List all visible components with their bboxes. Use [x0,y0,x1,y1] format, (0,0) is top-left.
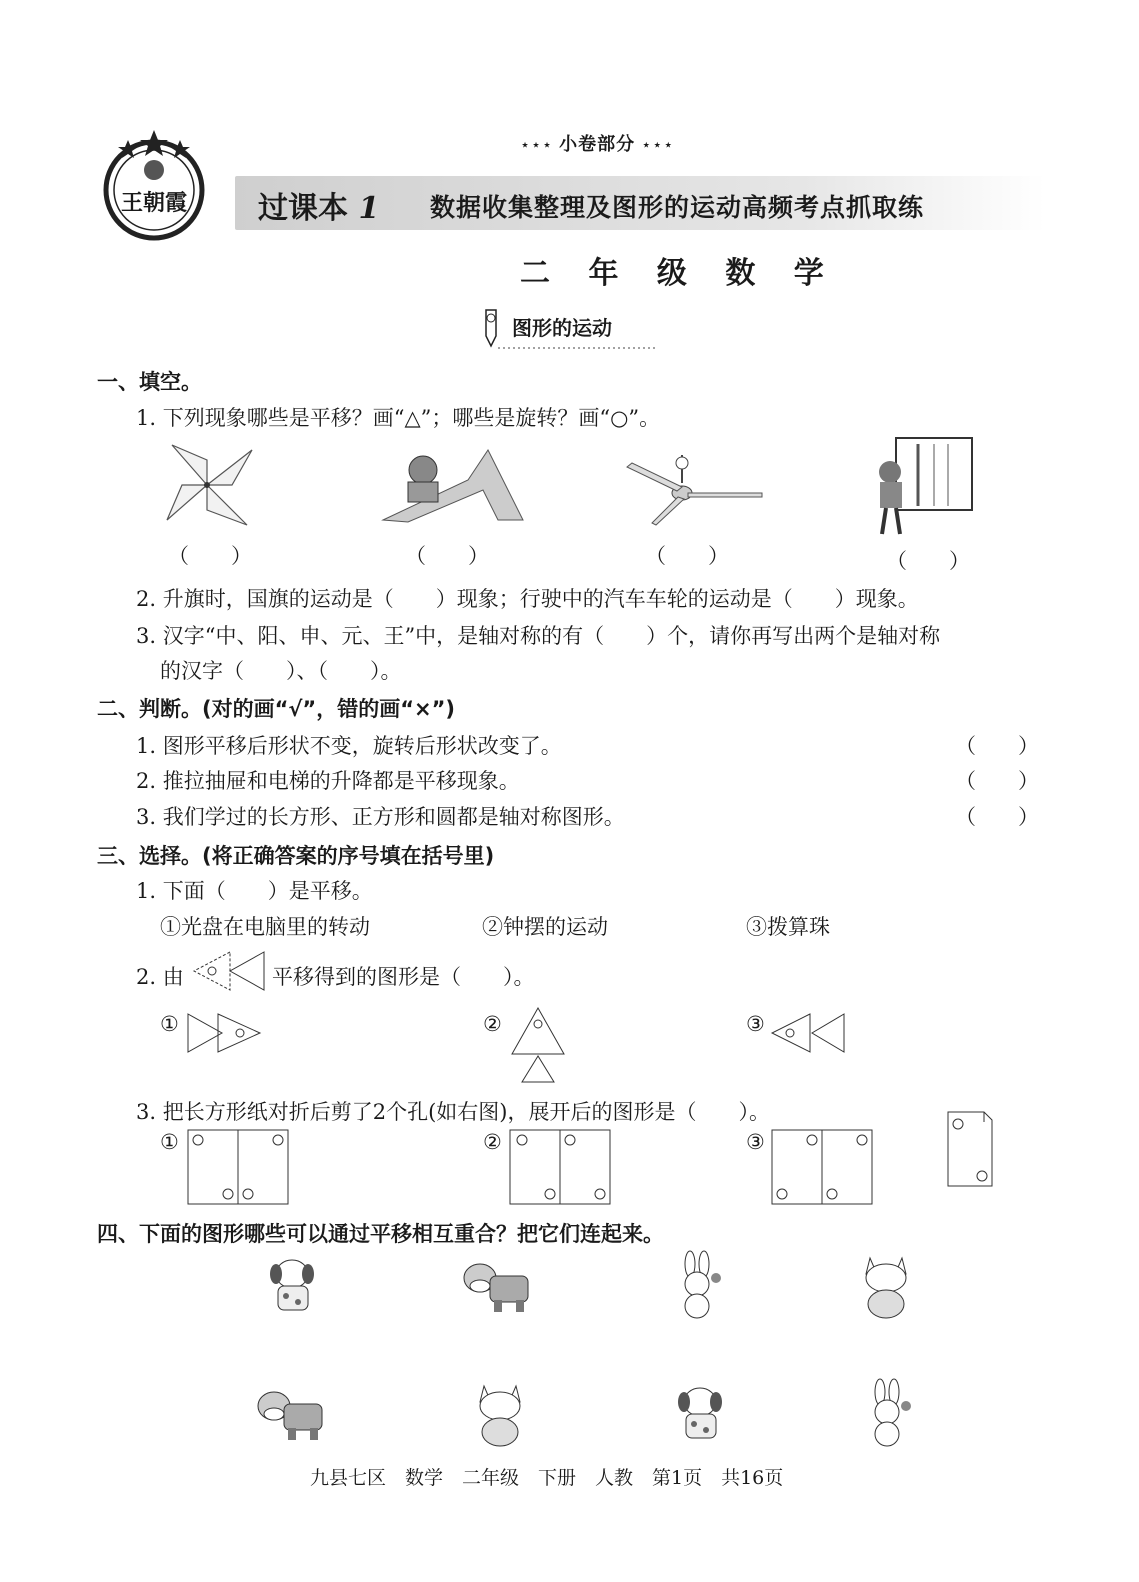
header-logo [98,128,210,240]
fish-shape-icon [190,948,270,994]
page-subtitle: 数据收集整理及图形的运动高频考点抓取练 [430,193,925,222]
ceiling-fan-icon [622,455,772,535]
dog-icon[interactable] [262,1254,322,1316]
section-4-heading: 四、下面的图形哪些可以通过平移相互重合？把它们连起来。 [97,1222,664,1246]
page-footer: 九县七区 数学 二年级 下册 人教 第1页 共16页 [310,1467,784,1489]
q1-2-text: 2. 升旗时，国旗的运动是（ ）现象；行驶中的汽车车轮的运动是（ ）现象。 [136,587,919,611]
cow-icon[interactable] [460,1256,532,1316]
fish-option-1-icon[interactable] [186,1010,266,1056]
s3-q2-label-2: ② [483,1012,502,1036]
section-1-heading: 一、填空。 [97,370,202,394]
s3-q1-opt-1: ①光盘在电脑里的转动 [160,915,370,939]
section-2-heading: 二、判断。(对的画“√”，错的画“×”) [97,697,456,721]
s3-q2-label-1: ① [160,1012,179,1036]
grade-title: 二 年 级 数 学 [520,256,838,291]
q1-1-blank-4[interactable]: （ ） [886,549,970,573]
s2-item-2: 2. 推拉抽屉和电梯的升降都是平移现象。 [136,769,520,793]
s2-item-1: 1. 图形平移后形状不变，旋转后形状改变了。 [136,734,562,758]
rabbit-icon[interactable] [862,1378,916,1448]
star-icon: ⋆⋆⋆ [520,135,554,154]
section-3-heading: 三、选择。(将正确答案的序号填在括号里) [97,844,495,868]
cow-icon[interactable] [254,1384,326,1444]
s3-q1-opt-2: ②钟摆的运动 [482,915,608,939]
logo-text: 王朝霞 [120,191,187,216]
s3-q2-post: 平移得到的图形是（ ）。 [272,965,535,989]
pencil-icon [478,306,504,348]
s3-q1-text: 1. 下面（ ）是平移。 [136,879,373,903]
s3-q3-text: 3. 把长方形纸对折后剪了2个孔(如右图)，展开后的图形是（ ）。 [136,1100,770,1124]
s3-q3-label-2: ② [483,1130,502,1154]
s3-q3-label-3: ③ [746,1130,765,1154]
s2-blank-2[interactable]: （ ） [955,769,1039,793]
q1-1-blank-1[interactable]: （ ） [168,544,252,568]
paper-option-2-icon[interactable] [508,1128,612,1206]
cat-icon[interactable] [856,1254,918,1320]
slide-child-icon [378,440,528,530]
s3-q3-label-1: ① [160,1130,179,1154]
folded-paper-icon [944,1108,998,1188]
fish-option-3-icon[interactable] [768,1010,848,1056]
pinwheel-icon [162,440,262,530]
book-title: 过课本 1 [258,191,380,226]
dog-icon[interactable] [670,1382,730,1444]
paper-option-1-icon[interactable] [186,1128,290,1206]
s2-blank-1[interactable]: （ ） [955,734,1039,758]
rabbit-icon[interactable] [672,1250,726,1320]
section-tag: ⋆⋆⋆ 小卷部分 ⋆⋆⋆ [520,134,675,155]
q1-1-text: 1. 下列现象哪些是平移？画“△”；哪些是旋转？画“○”。 [136,406,661,430]
s2-blank-3[interactable]: （ ） [955,805,1039,829]
paper-option-3-icon[interactable] [770,1128,874,1206]
q1-3-text-a: 3. 汉字“中、阳、申、元、王”中，是轴对称的有（ ）个，请你再写出两个是轴对称 [136,624,941,648]
q1-1-blank-2[interactable]: （ ） [405,544,489,568]
window-child-icon [868,436,978,536]
q1-1-blank-3[interactable]: （ ） [645,544,729,568]
cat-icon[interactable] [470,1382,532,1448]
s3-q2-pre: 2. 由 [136,965,184,989]
fish-option-2-icon[interactable] [508,1006,568,1086]
s3-q2-label-3: ③ [746,1012,765,1036]
dotted-underline [498,344,658,352]
s2-item-3: 3. 我们学过的长方形、正方形和圆都是轴对称图形。 [136,805,625,829]
logo-emblem-icon [98,128,210,240]
s3-q1-opt-3: ③拨算珠 [746,915,830,939]
q1-3-text-b: 的汉字（ ）、（ ）。 [160,659,402,683]
star-icon: ⋆⋆⋆ [641,135,675,154]
